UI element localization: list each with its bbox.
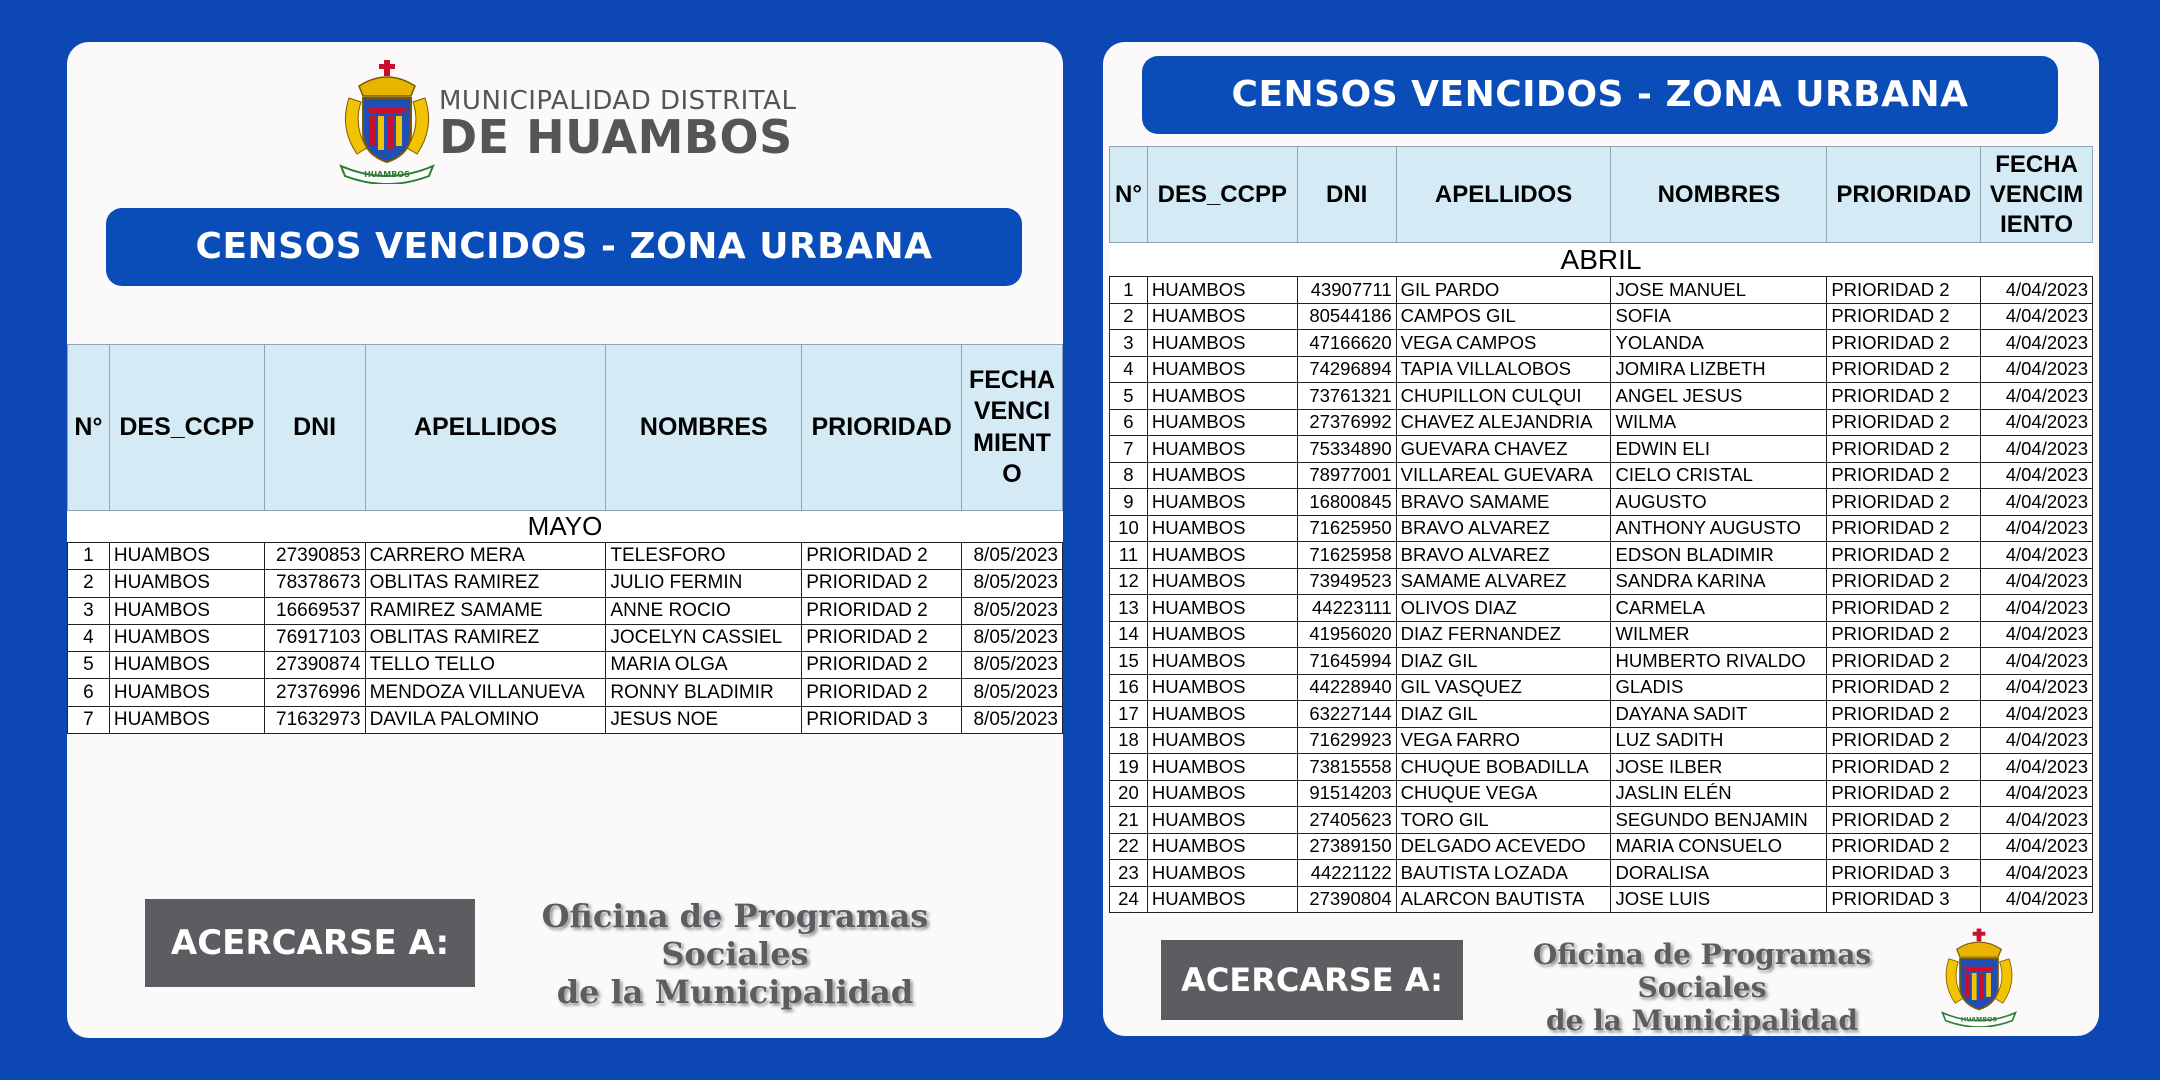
cell-number: 21 [1110, 807, 1148, 834]
cell-ccpp: HUAMBOS [109, 679, 264, 706]
cell-nombres: JOSE ILBER [1611, 754, 1827, 781]
col-header-fecha: FECHA VENCI MIENT O [962, 345, 1063, 511]
cell-nombres: JOMIRA LIZBETH [1611, 356, 1827, 383]
cell-ccpp: HUAMBOS [109, 624, 264, 651]
cell-ccpp: HUAMBOS [1147, 462, 1297, 489]
cell-fecha: 8/05/2023 [962, 706, 1063, 733]
cell-prioridad: PRIORIDAD 2 [1827, 515, 1981, 542]
cell-fecha: 8/05/2023 [962, 679, 1063, 706]
cell-nombres: MARIA CONSUELO [1611, 833, 1827, 860]
cell-number: 1 [68, 543, 110, 570]
cell-nombres: JASLIN ELÉN [1611, 780, 1827, 807]
cell-ccpp: HUAMBOS [1147, 727, 1297, 754]
cell-fecha: 4/04/2023 [1981, 727, 2093, 754]
cell-fecha: 8/05/2023 [962, 570, 1063, 597]
cell-apellidos: DIAZ GIL [1396, 701, 1611, 728]
cell-prioridad: PRIORIDAD 2 [802, 597, 962, 624]
table-row [68, 570, 1063, 597]
cell-dni: 71625950 [1297, 515, 1396, 542]
cell-fecha: 4/04/2023 [1981, 780, 2093, 807]
cell-prioridad: PRIORIDAD 2 [802, 624, 962, 651]
table-row [1110, 277, 2093, 304]
cell-ccpp: HUAMBOS [1147, 886, 1297, 913]
cell-fecha: 8/05/2023 [962, 652, 1063, 679]
cell-dni: 44228940 [1297, 674, 1396, 701]
cell-number: 12 [1110, 568, 1148, 595]
cell-number: 20 [1110, 780, 1148, 807]
svg-text:HUAMBOS: HUAMBOS [1960, 1016, 1998, 1024]
cell-ccpp: HUAMBOS [1147, 568, 1297, 595]
cell-dni: 78378673 [264, 570, 365, 597]
cell-prioridad: PRIORIDAD 2 [1827, 833, 1981, 860]
cell-dni: 27376996 [264, 679, 365, 706]
cell-apellidos: RAMIREZ SAMAME [365, 597, 606, 624]
cell-fecha: 4/04/2023 [1981, 595, 2093, 622]
table-row [1110, 648, 2093, 675]
cell-nombres: DORALISA [1611, 860, 1827, 887]
cell-prioridad: PRIORIDAD 2 [1827, 489, 1981, 516]
cell-nombres: EDSON BLADIMIR [1611, 542, 1827, 569]
cell-fecha: 4/04/2023 [1981, 436, 2093, 463]
cell-ccpp: HUAMBOS [1147, 780, 1297, 807]
cell-nombres: SANDRA KARINA [1611, 568, 1827, 595]
office-line1: Oficina de Programas Sociales [541, 897, 929, 973]
cell-fecha: 4/04/2023 [1981, 674, 2093, 701]
cell-apellidos: OBLITAS RAMIREZ [365, 624, 606, 651]
cell-dni: 74296894 [1297, 356, 1396, 383]
cell-ccpp: HUAMBOS [1147, 807, 1297, 834]
table-row [1110, 780, 2093, 807]
cell-fecha: 4/04/2023 [1981, 807, 2093, 834]
cell-number: 6 [68, 679, 110, 706]
table-row [1110, 330, 2093, 357]
cell-nombres: JOSE LUIS [1611, 886, 1827, 913]
cell-number: 9 [1110, 489, 1148, 516]
cell-apellidos: GUEVARA CHAVEZ [1396, 436, 1611, 463]
cell-nombres: ANGEL JESUS [1611, 383, 1827, 410]
office-name [1467, 938, 1937, 1036]
table-row [1110, 383, 2093, 410]
cell-number: 16 [1110, 674, 1148, 701]
table-row [1110, 860, 2093, 887]
table-row [68, 624, 1063, 651]
cell-apellidos: TAPIA VILLALOBOS [1396, 356, 1611, 383]
cell-ccpp: HUAMBOS [1147, 330, 1297, 357]
cell-apellidos: DIAZ GIL [1396, 648, 1611, 675]
cell-ccpp: HUAMBOS [1147, 489, 1297, 516]
cell-prioridad: PRIORIDAD 2 [1827, 277, 1981, 304]
table-row [1110, 568, 2093, 595]
table-row [1110, 515, 2093, 542]
cell-apellidos: SAMAME ALVAREZ [1396, 568, 1611, 595]
cell-prioridad: PRIORIDAD 2 [802, 570, 962, 597]
cell-prioridad: PRIORIDAD 2 [1827, 330, 1981, 357]
cell-dni: 73815558 [1297, 754, 1396, 781]
col-header-nombres: NOMBRES [1611, 147, 1827, 243]
cell-dni: 71645994 [1297, 648, 1396, 675]
cell-ccpp: HUAMBOS [109, 597, 264, 624]
cell-number: 22 [1110, 833, 1148, 860]
cell-dni: 41956020 [1297, 621, 1396, 648]
cell-dni: 27390853 [264, 543, 365, 570]
cell-apellidos: BRAVO ALVAREZ [1396, 515, 1611, 542]
cell-ccpp: HUAMBOS [1147, 648, 1297, 675]
cell-dni: 71632973 [264, 706, 365, 733]
municipality-name-line2: DE HUAMBOS [439, 110, 793, 164]
col-header-dni: DNI [264, 345, 365, 511]
office-name [485, 898, 985, 1011]
cell-apellidos: DIAZ FERNANDEZ [1396, 621, 1611, 648]
cell-fecha: 4/04/2023 [1981, 833, 2093, 860]
cell-prioridad: PRIORIDAD 2 [802, 679, 962, 706]
table-row [1110, 754, 2093, 781]
cell-nombres: HUMBERTO RIVALDO [1611, 648, 1827, 675]
table-row [68, 706, 1063, 733]
left-notice-panel [67, 42, 1063, 1038]
cell-prioridad: PRIORIDAD 2 [1827, 436, 1981, 463]
cell-number: 7 [1110, 436, 1148, 463]
cell-dni: 73949523 [1297, 568, 1396, 595]
cell-fecha: 8/05/2023 [962, 624, 1063, 651]
cell-number: 6 [1110, 409, 1148, 436]
table-row [1110, 701, 2093, 728]
cell-dni: 47166620 [1297, 330, 1396, 357]
cell-fecha: 4/04/2023 [1981, 409, 2093, 436]
cell-number: 7 [68, 706, 110, 733]
cell-apellidos: ALARCON BAUTISTA [1396, 886, 1611, 913]
cell-fecha: 4/04/2023 [1981, 303, 2093, 330]
cell-prioridad: PRIORIDAD 2 [1827, 356, 1981, 383]
cell-number: 4 [68, 624, 110, 651]
cell-ccpp: HUAMBOS [1147, 303, 1297, 330]
cell-prioridad: PRIORIDAD 2 [1827, 595, 1981, 622]
cell-fecha: 4/04/2023 [1981, 462, 2093, 489]
cell-nombres: JOSE MANUEL [1611, 277, 1827, 304]
cell-fecha: 4/04/2023 [1981, 542, 2093, 569]
cell-ccpp: HUAMBOS [1147, 515, 1297, 542]
acercarse-label: ACERCARSE A: [145, 899, 475, 987]
cell-fecha: 4/04/2023 [1981, 886, 2093, 913]
cell-ccpp: HUAMBOS [109, 706, 264, 733]
cell-apellidos: MENDOZA VILLANUEVA [365, 679, 606, 706]
col-header-prioridad: PRIORIDAD [1827, 147, 1981, 243]
cell-apellidos: BRAVO ALVAREZ [1396, 542, 1611, 569]
cell-nombres: MARIA OLGA [606, 652, 802, 679]
cell-prioridad: PRIORIDAD 2 [802, 543, 962, 570]
cell-ccpp: HUAMBOS [1147, 833, 1297, 860]
table-row [1110, 436, 2093, 463]
cell-prioridad: PRIORIDAD 2 [1827, 674, 1981, 701]
cell-prioridad: PRIORIDAD 2 [1827, 621, 1981, 648]
cell-prioridad: PRIORIDAD 2 [1827, 807, 1981, 834]
cell-nombres: CARMELA [1611, 595, 1827, 622]
cell-nombres: LUZ SADITH [1611, 727, 1827, 754]
cell-nombres: WILMER [1611, 621, 1827, 648]
census-table-mayo [67, 344, 1063, 734]
cell-number: 5 [68, 652, 110, 679]
cell-dni: 27376992 [1297, 409, 1396, 436]
cell-fecha: 4/04/2023 [1981, 568, 2093, 595]
table-row [1110, 674, 2093, 701]
cell-apellidos: VEGA CAMPOS [1396, 330, 1611, 357]
cell-number: 13 [1110, 595, 1148, 622]
cell-ccpp: HUAMBOS [1147, 621, 1297, 648]
cell-apellidos: TELLO TELLO [365, 652, 606, 679]
cell-fecha: 8/05/2023 [962, 597, 1063, 624]
cell-fecha: 8/05/2023 [962, 543, 1063, 570]
cell-fecha: 4/04/2023 [1981, 356, 2093, 383]
col-header-apellidos: APELLIDOS [365, 345, 606, 511]
cell-fecha: 4/04/2023 [1981, 701, 2093, 728]
cell-apellidos: GIL PARDO [1396, 277, 1611, 304]
cell-ccpp: HUAMBOS [1147, 409, 1297, 436]
office-line2: de la Municipalidad [556, 972, 914, 1011]
cell-ccpp: HUAMBOS [1147, 356, 1297, 383]
cell-ccpp: HUAMBOS [109, 570, 264, 597]
cell-ccpp: HUAMBOS [1147, 277, 1297, 304]
svg-text:HUAMBOS: HUAMBOS [364, 170, 410, 179]
cell-dni: 71625958 [1297, 542, 1396, 569]
cell-fecha: 4/04/2023 [1981, 648, 2093, 675]
cell-dni: 27405623 [1297, 807, 1396, 834]
cell-number: 2 [1110, 303, 1148, 330]
table-row [68, 679, 1063, 706]
cell-number: 14 [1110, 621, 1148, 648]
right-notice-panel [1103, 42, 2099, 1036]
cell-prioridad: PRIORIDAD 2 [1827, 727, 1981, 754]
cell-dni: 75334890 [1297, 436, 1396, 463]
cell-dni: 78977001 [1297, 462, 1396, 489]
cell-ccpp: HUAMBOS [1147, 383, 1297, 410]
cell-fecha: 4/04/2023 [1981, 621, 2093, 648]
cell-nombres: JOCELYN CASSIEL [606, 624, 802, 651]
cell-apellidos: DELGADO ACEVEDO [1396, 833, 1611, 860]
cell-prioridad: PRIORIDAD 2 [1827, 542, 1981, 569]
cell-nombres: SEGUNDO BENJAMIN [1611, 807, 1827, 834]
cell-nombres: SOFIA [1611, 303, 1827, 330]
cell-apellidos: CHUQUE BOBADILLA [1396, 754, 1611, 781]
table-row [1110, 356, 2093, 383]
cell-ccpp: HUAMBOS [1147, 674, 1297, 701]
cell-prioridad: PRIORIDAD 2 [1827, 383, 1981, 410]
cell-ccpp: HUAMBOS [109, 543, 264, 570]
table-row [1110, 489, 2093, 516]
table-header-row [68, 345, 1063, 511]
cell-apellidos: VILLAREAL GUEVARA [1396, 462, 1611, 489]
cell-apellidos: BAUTISTA LOZADA [1396, 860, 1611, 887]
cell-number: 10 [1110, 515, 1148, 542]
acercarse-label: ACERCARSE A: [1161, 940, 1463, 1020]
cell-number: 1 [1110, 277, 1148, 304]
cell-prioridad: PRIORIDAD 3 [1827, 860, 1981, 887]
cell-number: 18 [1110, 727, 1148, 754]
cell-prioridad: PRIORIDAD 2 [1827, 462, 1981, 489]
cell-dni: 80544186 [1297, 303, 1396, 330]
cell-nombres: ANTHONY AUGUSTO [1611, 515, 1827, 542]
cell-nombres: YOLANDA [1611, 330, 1827, 357]
cell-prioridad: PRIORIDAD 2 [1827, 754, 1981, 781]
cell-fecha: 4/04/2023 [1981, 383, 2093, 410]
cell-dni: 76917103 [264, 624, 365, 651]
cell-number: 19 [1110, 754, 1148, 781]
cell-ccpp: HUAMBOS [1147, 542, 1297, 569]
office-line2: de la Municipalidad [1546, 1004, 1858, 1036]
table-row [1110, 462, 2093, 489]
cell-ccpp: HUAMBOS [1147, 436, 1297, 463]
cell-prioridad: PRIORIDAD 2 [1827, 303, 1981, 330]
table-row [68, 652, 1063, 679]
cell-dni: 44223111 [1297, 595, 1396, 622]
month-label: MAYO [68, 511, 1063, 543]
cell-dni: 73761321 [1297, 383, 1396, 410]
cell-nombres: TELESFORO [606, 543, 802, 570]
cell-apellidos: DAVILA PALOMINO [365, 706, 606, 733]
cell-nombres: GLADIS [1611, 674, 1827, 701]
cell-dni: 44221122 [1297, 860, 1396, 887]
title-banner: CENSOS VENCIDOS - ZONA URBANA [106, 208, 1022, 286]
col-header-fecha: FECHA VENCIM IENTO [1981, 147, 2093, 243]
cell-apellidos: CARRERO MERA [365, 543, 606, 570]
table-row [1110, 621, 2093, 648]
table-row [1110, 595, 2093, 622]
cell-apellidos: CHAVEZ ALEJANDRIA [1396, 409, 1611, 436]
cell-dni: 16800845 [1297, 489, 1396, 516]
cell-apellidos: CHUPILLON CULQUI [1396, 383, 1611, 410]
cell-ccpp: HUAMBOS [1147, 754, 1297, 781]
title-banner: CENSOS VENCIDOS - ZONA URBANA [1142, 56, 2058, 134]
cell-prioridad: PRIORIDAD 2 [1827, 409, 1981, 436]
cell-prioridad: PRIORIDAD 2 [1827, 568, 1981, 595]
cell-fecha: 4/04/2023 [1981, 754, 2093, 781]
col-header-number: N° [1110, 147, 1148, 243]
cell-prioridad: PRIORIDAD 3 [1827, 886, 1981, 913]
cell-number: 3 [1110, 330, 1148, 357]
table-row [1110, 807, 2093, 834]
table-row [1110, 886, 2093, 913]
col-header-number: N° [68, 345, 110, 511]
cell-fecha: 4/04/2023 [1981, 277, 2093, 304]
table-row [1110, 727, 2093, 754]
table-row [1110, 542, 2093, 569]
cell-prioridad: PRIORIDAD 2 [1827, 701, 1981, 728]
cell-dni: 27390804 [1297, 886, 1396, 913]
office-line1: Oficina de Programas Sociales [1532, 938, 1872, 1005]
cell-dni: 27389150 [1297, 833, 1396, 860]
cell-nombres: AUGUSTO [1611, 489, 1827, 516]
cell-ccpp: HUAMBOS [109, 652, 264, 679]
col-header-apellidos: APELLIDOS [1396, 147, 1611, 243]
cell-number: 24 [1110, 886, 1148, 913]
municipality-name-line1: MUNICIPALIDAD DISTRITAL [439, 86, 797, 116]
cell-dni: 63227144 [1297, 701, 1396, 728]
col-header-prioridad: PRIORIDAD [802, 345, 962, 511]
cell-number: 15 [1110, 648, 1148, 675]
cell-dni: 71629923 [1297, 727, 1396, 754]
cell-prioridad: PRIORIDAD 3 [802, 706, 962, 733]
cell-apellidos: CHUQUE VEGA [1396, 780, 1611, 807]
table-header-row [1110, 147, 2093, 243]
col-header-ccpp: DES_CCPP [109, 345, 264, 511]
cell-prioridad: PRIORIDAD 2 [802, 652, 962, 679]
month-label: ABRIL [1110, 243, 2093, 277]
cell-fecha: 4/04/2023 [1981, 515, 2093, 542]
table-row [1110, 409, 2093, 436]
cell-nombres: ANNE ROCIO [606, 597, 802, 624]
cell-apellidos: OLIVOS DIAZ [1396, 595, 1611, 622]
cell-number: 8 [1110, 462, 1148, 489]
cell-dni: 43907711 [1297, 277, 1396, 304]
col-header-dni: DNI [1297, 147, 1396, 243]
cell-apellidos: OBLITAS RAMIREZ [365, 570, 606, 597]
cell-dni: 16669537 [264, 597, 365, 624]
municipal-crest-logo [1939, 927, 2019, 1027]
cell-nombres: CIELO CRISTAL [1611, 462, 1827, 489]
cell-number: 3 [68, 597, 110, 624]
cell-ccpp: HUAMBOS [1147, 860, 1297, 887]
table-row [68, 597, 1063, 624]
cell-nombres: JULIO FERMIN [606, 570, 802, 597]
cell-prioridad: PRIORIDAD 2 [1827, 648, 1981, 675]
municipal-crest-logo [337, 58, 437, 184]
col-header-nombres: NOMBRES [606, 345, 802, 511]
cell-apellidos: GIL VASQUEZ [1396, 674, 1611, 701]
cell-nombres: DAYANA SADIT [1611, 701, 1827, 728]
cell-number: 17 [1110, 701, 1148, 728]
cell-fecha: 4/04/2023 [1981, 860, 2093, 887]
cell-ccpp: HUAMBOS [1147, 701, 1297, 728]
cell-apellidos: TORO GIL [1396, 807, 1611, 834]
cell-nombres: RONNY BLADIMIR [606, 679, 802, 706]
col-header-ccpp: DES_CCPP [1147, 147, 1297, 243]
cell-dni: 27390874 [264, 652, 365, 679]
table-row [1110, 303, 2093, 330]
cell-number: 23 [1110, 860, 1148, 887]
table-row [68, 543, 1063, 570]
cell-number: 2 [68, 570, 110, 597]
census-table-abril [1109, 146, 2093, 913]
cell-dni: 91514203 [1297, 780, 1396, 807]
cell-fecha: 4/04/2023 [1981, 489, 2093, 516]
cell-apellidos: VEGA FARRO [1396, 727, 1611, 754]
cell-ccpp: HUAMBOS [1147, 595, 1297, 622]
cell-number: 5 [1110, 383, 1148, 410]
cell-nombres: WILMA [1611, 409, 1827, 436]
cell-number: 11 [1110, 542, 1148, 569]
cell-number: 4 [1110, 356, 1148, 383]
table-row [1110, 833, 2093, 860]
cell-apellidos: BRAVO SAMAME [1396, 489, 1611, 516]
cell-nombres: EDWIN ELI [1611, 436, 1827, 463]
cell-apellidos: CAMPOS GIL [1396, 303, 1611, 330]
cell-fecha: 4/04/2023 [1981, 330, 2093, 357]
cell-nombres: JESUS NOE [606, 706, 802, 733]
cell-prioridad: PRIORIDAD 2 [1827, 780, 1981, 807]
